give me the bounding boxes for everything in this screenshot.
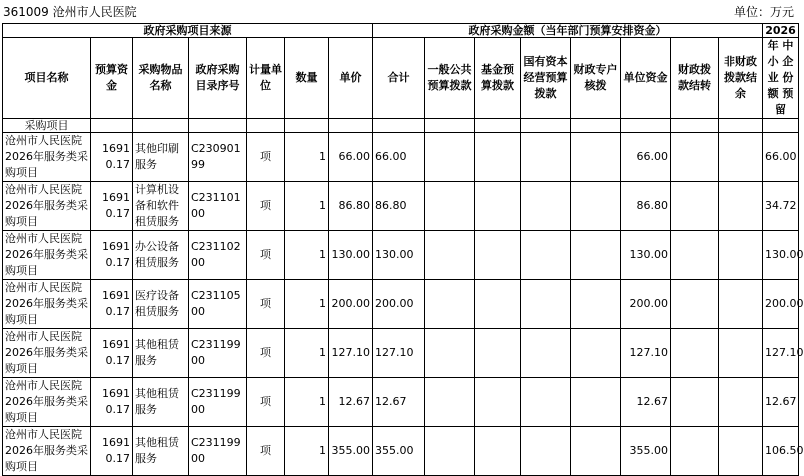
col-unit-fund: 单位资金: [621, 38, 671, 119]
group-amount-header: 政府采购金额（当年部门预算安排资金）: [373, 24, 763, 38]
quantity-cell: 1: [285, 182, 329, 231]
fund-budget-cell: [475, 231, 521, 280]
project-name-cell: 沧州市人民医院2026年服务类采购项目: [3, 182, 91, 231]
budget-cell: 16910.17: [91, 378, 133, 427]
soe-budget-cell: [521, 182, 571, 231]
col-special-account: 财政专户核拨: [571, 38, 621, 119]
item-name-cell: 医疗设备租赁服务: [133, 280, 189, 329]
general-budget-cell: [425, 329, 475, 378]
special-account-cell: [571, 133, 621, 182]
unit-cell: 项: [247, 182, 285, 231]
table-body: [3, 133, 804, 476]
fiscal-carry-cell: [671, 378, 719, 427]
special-account-cell: [571, 329, 621, 378]
fund-budget-cell: [475, 133, 521, 182]
item-name-cell: 其他印刷服务: [133, 133, 189, 182]
table-row: [3, 231, 799, 280]
group-year-header: 2026: [763, 24, 799, 38]
unit-cell: 项: [247, 378, 285, 427]
price-cell: 66.00: [329, 133, 373, 182]
soe-budget-cell: [521, 427, 571, 476]
organization-title: 361009 沧州市人民医院: [3, 5, 137, 19]
general-budget-cell: [425, 133, 475, 182]
unit-cell: 项: [247, 133, 285, 182]
catalog-code-cell: C23090199: [189, 133, 247, 182]
quantity-cell: 1: [285, 133, 329, 182]
special-account-cell: [571, 427, 621, 476]
fund-budget-cell: [475, 329, 521, 378]
col-project-name: 项目名称: [3, 38, 91, 119]
budget-cell: 16910.17: [91, 280, 133, 329]
price-cell: 130.00: [329, 231, 373, 280]
total-cell: 86.80: [373, 182, 425, 231]
unit-fund-cell: 66.00: [621, 133, 671, 182]
project-name-cell: 沧州市人民医院2026年服务类采购项目: [3, 133, 91, 182]
general-budget-cell: [425, 280, 475, 329]
col-qty: 数量: [285, 38, 329, 119]
sme-share-cell: 200.00: [763, 280, 799, 329]
budget-cell: 16910.17: [91, 329, 133, 378]
catalog-code-cell: C23110500: [189, 280, 247, 329]
col-catalog-code: 政府采购目录序号: [189, 38, 247, 119]
sme-share-cell: 66.00: [763, 133, 799, 182]
project-name-cell: 沧州市人民医院2026年服务类采购项目: [3, 378, 91, 427]
price-cell: 12.67: [329, 378, 373, 427]
sme-share-cell: 34.72: [763, 182, 799, 231]
unit-fund-cell: 12.67: [621, 378, 671, 427]
col-general-budget: 一般公共预算拨款: [425, 38, 475, 119]
item-name-cell: 办公设备租赁服务: [133, 231, 189, 280]
table-header: [3, 24, 799, 133]
sme-share-cell: 12.67: [763, 378, 799, 427]
special-account-cell: [571, 280, 621, 329]
total-cell: 355.00: [373, 427, 425, 476]
col-item-name: 采购物品名称: [133, 38, 189, 119]
nonfiscal-carry-cell: [719, 280, 763, 329]
fiscal-carry-cell: [671, 182, 719, 231]
special-account-cell: [571, 378, 621, 427]
unit-fund-cell: 86.80: [621, 182, 671, 231]
quantity-cell: 1: [285, 427, 329, 476]
unit-fund-cell: 130.00: [621, 231, 671, 280]
procurement-table: [2, 23, 804, 476]
table-row: [3, 182, 799, 231]
budget-cell: 16910.17: [91, 182, 133, 231]
table-row: [3, 427, 799, 476]
general-budget-cell: [425, 427, 475, 476]
price-cell: 200.00: [329, 280, 373, 329]
fiscal-carry-cell: [671, 231, 719, 280]
soe-budget-cell: [521, 280, 571, 329]
table-row: [3, 280, 799, 329]
quantity-cell: 1: [285, 280, 329, 329]
col-nonfiscal-carry: 非财政拨款结余: [719, 38, 763, 119]
unit-fund-cell: 200.00: [621, 280, 671, 329]
item-name-cell: 其他租赁服务: [133, 427, 189, 476]
total-cell: 66.00: [373, 133, 425, 182]
quantity-cell: 1: [285, 329, 329, 378]
table-row: [3, 329, 799, 378]
fiscal-carry-cell: [671, 329, 719, 378]
unit-label: 单位：万元: [733, 5, 794, 19]
price-cell: 127.10: [329, 329, 373, 378]
total-cell: 12.67: [373, 378, 425, 427]
col-fiscal-carry: 财政拨款结转: [671, 38, 719, 119]
general-budget-cell: [425, 182, 475, 231]
catalog-code-cell: C23119900: [189, 378, 247, 427]
unit-fund-cell: 127.10: [621, 329, 671, 378]
col-budget: 预算资金: [91, 38, 133, 119]
soe-budget-cell: [521, 329, 571, 378]
soe-budget-cell: [521, 231, 571, 280]
item-name-cell: 其他租赁服务: [133, 378, 189, 427]
fund-budget-cell: [475, 427, 521, 476]
fund-budget-cell: [475, 378, 521, 427]
col-sme-share: 年 中 小 企 业 份 额 预 留: [763, 38, 799, 119]
soe-budget-cell: [521, 378, 571, 427]
fund-budget-cell: [475, 280, 521, 329]
soe-budget-cell: [521, 133, 571, 182]
col-soe-budget: 国有资本经营预算拨款: [521, 38, 571, 119]
project-name-cell: 沧州市人民医院2026年服务类采购项目: [3, 427, 91, 476]
col-fund-budget: 基金预算拨款: [475, 38, 521, 119]
nonfiscal-carry-cell: [719, 182, 763, 231]
project-name-cell: 沧州市人民医院2026年服务类采购项目: [3, 280, 91, 329]
nonfiscal-carry-cell: [719, 427, 763, 476]
fiscal-carry-cell: [671, 427, 719, 476]
unit-cell: 项: [247, 427, 285, 476]
catalog-code-cell: C23119900: [189, 329, 247, 378]
project-name-cell: 沧州市人民医院2026年服务类采购项目: [3, 329, 91, 378]
section-label: 采购项目: [3, 119, 91, 133]
col-total: 合计: [373, 38, 425, 119]
group-source-header: 政府采购项目来源: [3, 24, 373, 38]
nonfiscal-carry-cell: [719, 231, 763, 280]
sme-share-cell: 130.00: [763, 231, 799, 280]
nonfiscal-carry-cell: [719, 133, 763, 182]
special-account-cell: [571, 182, 621, 231]
quantity-cell: 1: [285, 378, 329, 427]
sme-share-cell: 106.50: [763, 427, 799, 476]
budget-cell: 16910.17: [91, 231, 133, 280]
table-row: [3, 133, 799, 182]
general-budget-cell: [425, 378, 475, 427]
unit-cell: 项: [247, 329, 285, 378]
col-price: 单价: [329, 38, 373, 119]
price-cell: 86.80: [329, 182, 373, 231]
price-cell: 355.00: [329, 427, 373, 476]
total-cell: 127.10: [373, 329, 425, 378]
budget-cell: 16910.17: [91, 427, 133, 476]
sme-share-cell: 127.10: [763, 329, 799, 378]
unit-cell: 项: [247, 280, 285, 329]
quantity-cell: 1: [285, 231, 329, 280]
fiscal-carry-cell: [671, 280, 719, 329]
catalog-code-cell: C23119900: [189, 427, 247, 476]
unit-cell: 项: [247, 231, 285, 280]
special-account-cell: [571, 231, 621, 280]
project-name-cell: 沧州市人民医院2026年服务类采购项目: [3, 231, 91, 280]
item-name-cell: 计算机设备和软件租赁服务: [133, 182, 189, 231]
catalog-code-cell: C23110100: [189, 182, 247, 231]
catalog-code-cell: C23110200: [189, 231, 247, 280]
unit-fund-cell: 355.00: [621, 427, 671, 476]
general-budget-cell: [425, 231, 475, 280]
nonfiscal-carry-cell: [719, 329, 763, 378]
table-row: [3, 378, 799, 427]
nonfiscal-carry-cell: [719, 378, 763, 427]
page-header: [0, 0, 800, 24]
budget-cell: 16910.17: [91, 133, 133, 182]
fiscal-carry-cell: [671, 133, 719, 182]
col-unit: 计量单位: [247, 38, 285, 119]
total-cell: 130.00: [373, 231, 425, 280]
total-cell: 200.00: [373, 280, 425, 329]
item-name-cell: 其他租赁服务: [133, 329, 189, 378]
fund-budget-cell: [475, 182, 521, 231]
